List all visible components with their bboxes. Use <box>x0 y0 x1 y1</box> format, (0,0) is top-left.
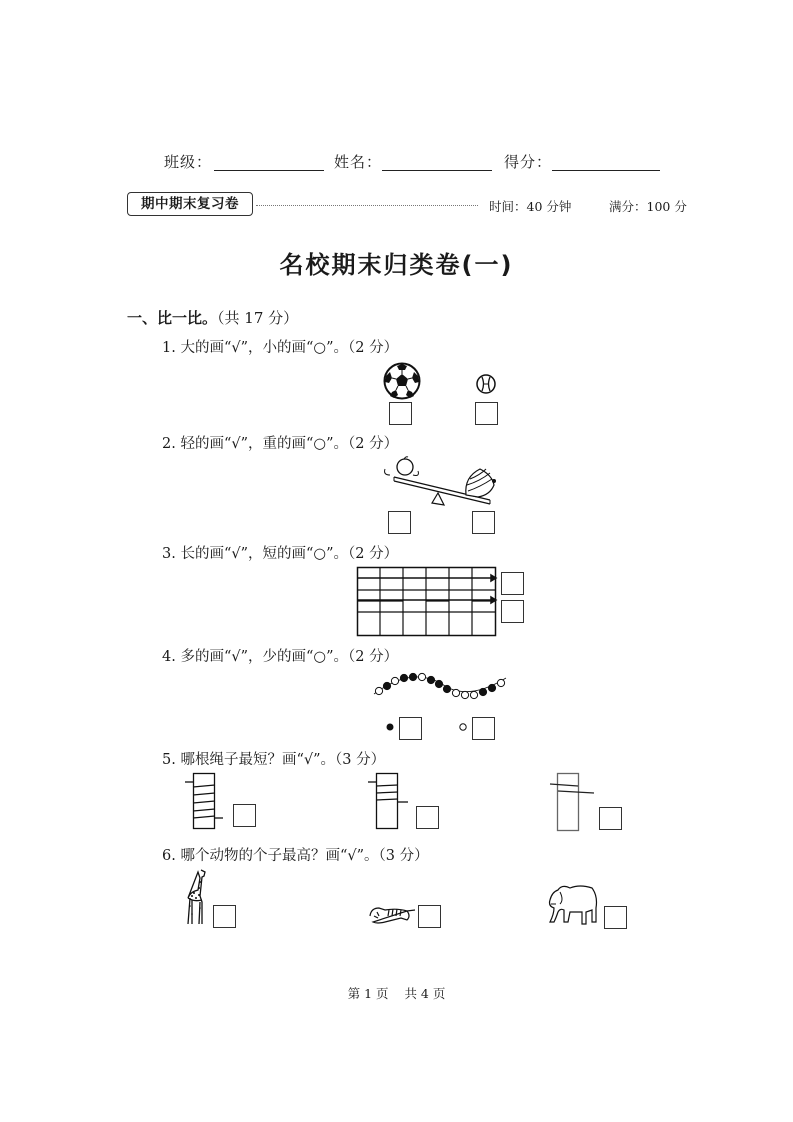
answer-box-tiger[interactable] <box>418 905 441 928</box>
answer-box-rope-2[interactable] <box>416 806 439 829</box>
score-field[interactable] <box>552 170 660 171</box>
question-number: 5. <box>162 752 176 768</box>
question-text: 大的画“√”，小的画“○”。（2 分） <box>180 340 399 356</box>
page-footer <box>0 984 793 1002</box>
score-label: 得分： <box>504 153 553 171</box>
time-limit: 时间：40 分钟 <box>489 199 572 214</box>
answer-box-elephant[interactable] <box>604 906 627 929</box>
class-label: 班级： <box>164 153 213 171</box>
section-label: 一、比一比。 <box>127 309 218 327</box>
question-2 <box>162 432 398 453</box>
rope-3-wraps <box>366 773 410 831</box>
giraffe-icon <box>184 868 210 926</box>
answer-box-bananas[interactable] <box>472 511 495 534</box>
question-1 <box>162 336 398 357</box>
question-number: 3. <box>162 546 176 562</box>
section-heading <box>127 307 298 328</box>
black-bead-icon <box>386 723 394 731</box>
question-3 <box>162 542 398 563</box>
page-total: 共 4 页 <box>404 986 446 1001</box>
answer-box-giraffe[interactable] <box>213 905 236 928</box>
soccer-ball-icon <box>383 362 421 400</box>
question-text: 哪个动物的个子最高？画“√”。（3 分） <box>180 848 429 864</box>
tiger-icon <box>367 902 417 926</box>
apple-icon <box>397 459 413 475</box>
page-title: 名校期末归类卷(一) <box>279 251 514 279</box>
question-number: 6. <box>162 848 176 864</box>
answer-box-upper-line[interactable] <box>501 572 524 595</box>
answer-box-white-beads[interactable] <box>472 717 495 740</box>
dotted-divider <box>256 205 478 206</box>
question-6 <box>162 844 429 865</box>
exam-type-tag: 期中期末复习卷 <box>127 192 253 216</box>
question-number: 1. <box>162 340 176 356</box>
answer-box-apple[interactable] <box>388 511 411 534</box>
question-5 <box>162 748 385 769</box>
page-number: 第 1 页 <box>347 986 389 1001</box>
white-bead-icon <box>459 723 467 731</box>
answer-box-soccer-ball[interactable] <box>389 402 412 425</box>
answer-box-baseball[interactable] <box>475 402 498 425</box>
section-points: （共 17 分） <box>217 309 299 327</box>
name-label: 姓名： <box>334 153 383 171</box>
question-number: 2. <box>162 436 176 452</box>
baseball-icon <box>476 374 496 394</box>
question-text: 轻的画“√”，重的画“○”。（2 分） <box>180 436 399 452</box>
question-text: 多的画“√”，少的画“○”。（2 分） <box>180 649 399 665</box>
rope-5-wraps <box>183 773 223 831</box>
answer-box-rope-1[interactable] <box>233 804 256 827</box>
bananas-icon <box>466 469 496 497</box>
full-score: 满分：100 分 <box>609 199 687 214</box>
name-field[interactable] <box>382 170 492 171</box>
answer-box-lower-line[interactable] <box>501 600 524 623</box>
question-text: 哪根绳子最短？画“√”。（3 分） <box>180 752 386 768</box>
question-text: 长的画“√”，短的画“○”。（2 分） <box>180 546 399 562</box>
line-comparison-grid <box>357 567 497 637</box>
question-number: 4. <box>162 649 176 665</box>
question-4 <box>162 645 398 666</box>
answer-box-rope-3[interactable] <box>599 807 622 830</box>
class-field[interactable] <box>214 170 324 171</box>
elephant-icon <box>546 882 600 928</box>
seesaw-icon <box>380 455 505 510</box>
rope-1-wrap <box>548 773 596 833</box>
answer-box-black-beads[interactable] <box>399 717 422 740</box>
bead-string <box>372 672 508 702</box>
